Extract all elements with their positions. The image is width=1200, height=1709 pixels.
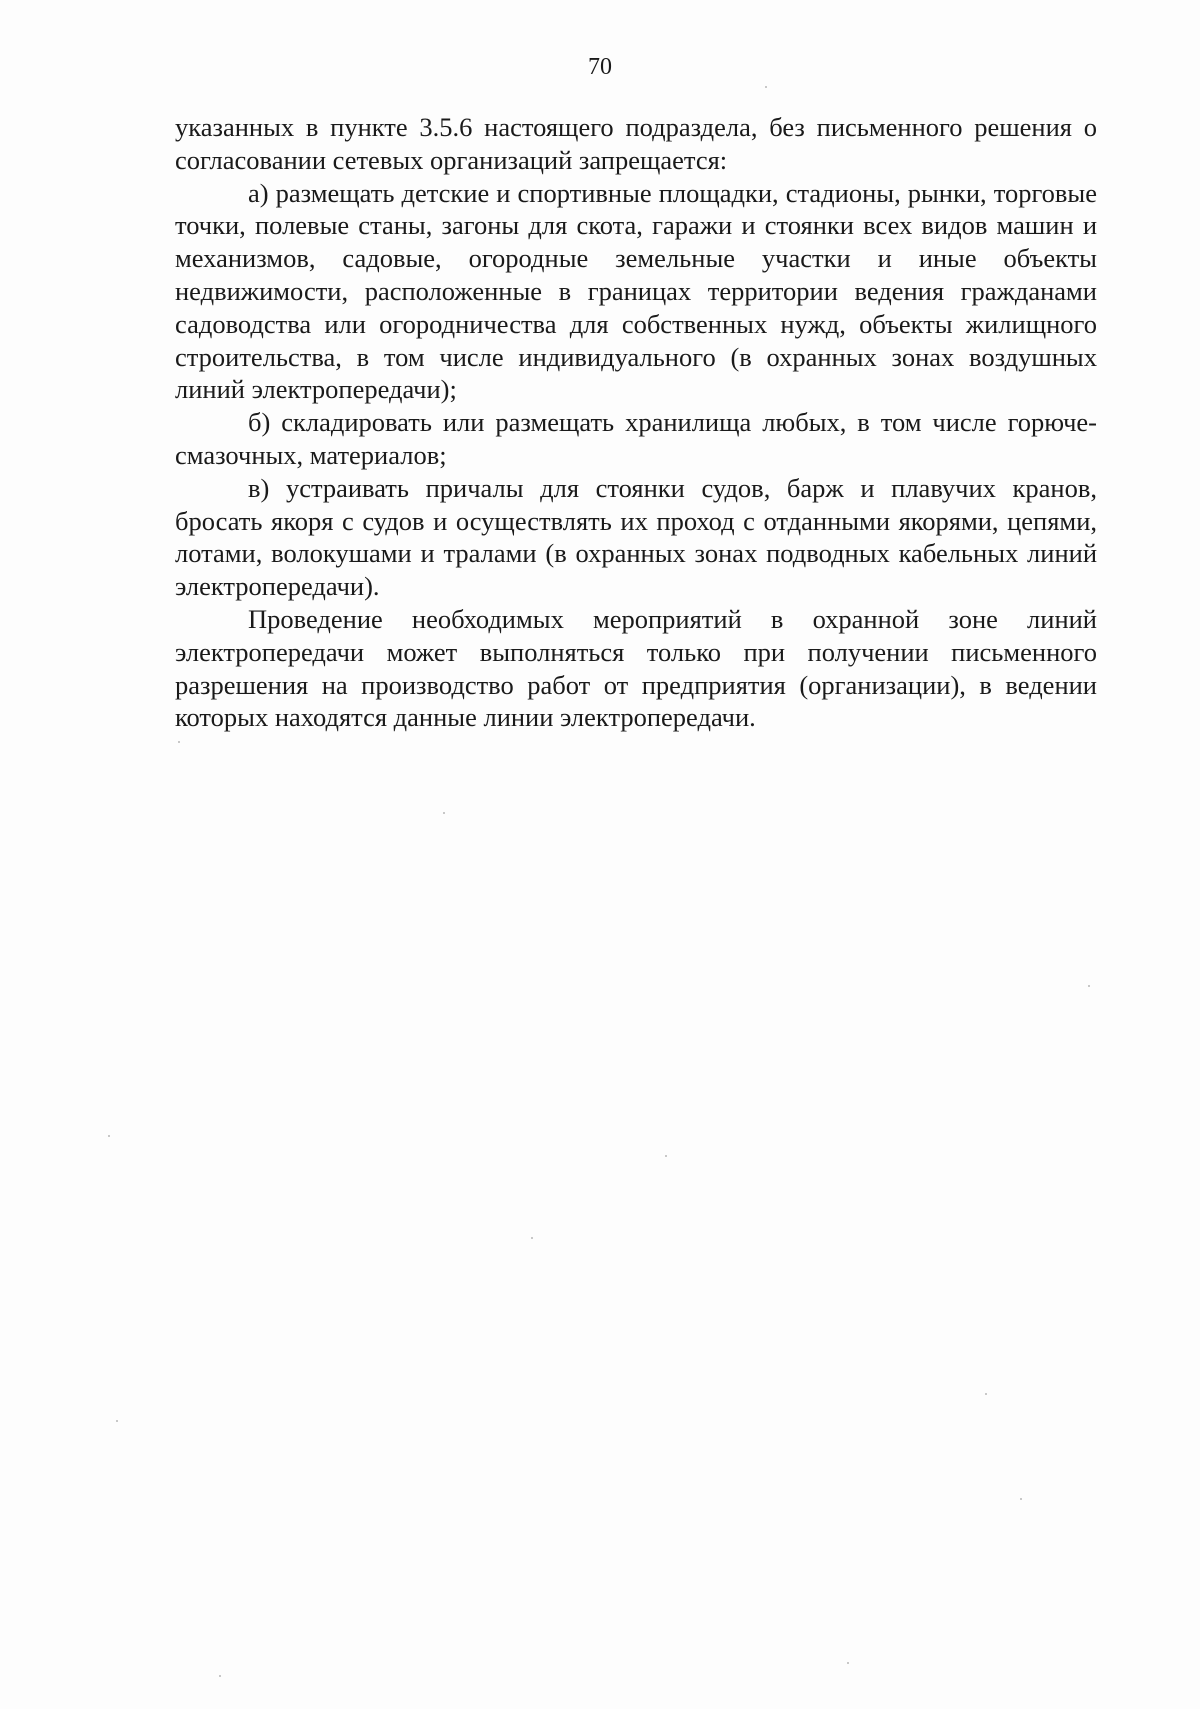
scan-speck bbox=[108, 1135, 110, 1137]
scan-speck bbox=[1088, 985, 1090, 987]
scan-speck bbox=[219, 1675, 221, 1677]
page-number: 70 bbox=[588, 54, 612, 80]
paragraph-item-b: б) складировать или размещать хранилища любых, в том числе горюче-смазочных, материалов; bbox=[175, 407, 1097, 470]
scan-speck bbox=[665, 1155, 667, 1157]
scan-speck bbox=[443, 812, 445, 814]
paragraph-conclusion: Проведение необходимых мероприятий в охранной зоне линий электропередачи может выполняться только при получении письменного разрешения на производство работ от предприятия (организации), в ведении которых находятся данные линии электропередачи. bbox=[175, 603, 1097, 733]
scan-speck bbox=[765, 86, 767, 88]
scan-speck bbox=[116, 1420, 118, 1422]
scan-speck bbox=[1020, 1498, 1022, 1500]
paragraph-item-a: а) размещать детские и спортивные площадки, стадионы, рынки, торговые точки, полевые станы, загоны для скота, гаражи и стоянки всех видов машин и механизмов, садовые, огородные земельные участки и иные объекты недвижимости, расположенные в границах территории ведения гражданами садоводства или огородничества для собственных нужд, объекты жилищного строительства, в том числе индивидуального (в охранных зонах воздушных линий электропередачи); bbox=[175, 177, 1097, 405]
body-text bbox=[175, 111, 1097, 734]
paragraph-intro: указанных в пункте 3.5.6 настоящего подраздела, без письменного решения о согласовании сетевых организаций запрещается: bbox=[175, 112, 1097, 175]
scan-speck bbox=[531, 1237, 533, 1239]
scan-speck bbox=[847, 1662, 849, 1664]
scan-speck bbox=[178, 741, 180, 743]
scan-speck bbox=[985, 1393, 987, 1395]
paragraph-item-v: в) устраивать причалы для стоянки судов, барж и плавучих кранов, бросать якоря с судов и осуществлять их проход с отданными якорями, цепями, лотами, волокушами и тралами (в охранных зонах подводных кабельных линий электропередачи). bbox=[175, 472, 1097, 602]
